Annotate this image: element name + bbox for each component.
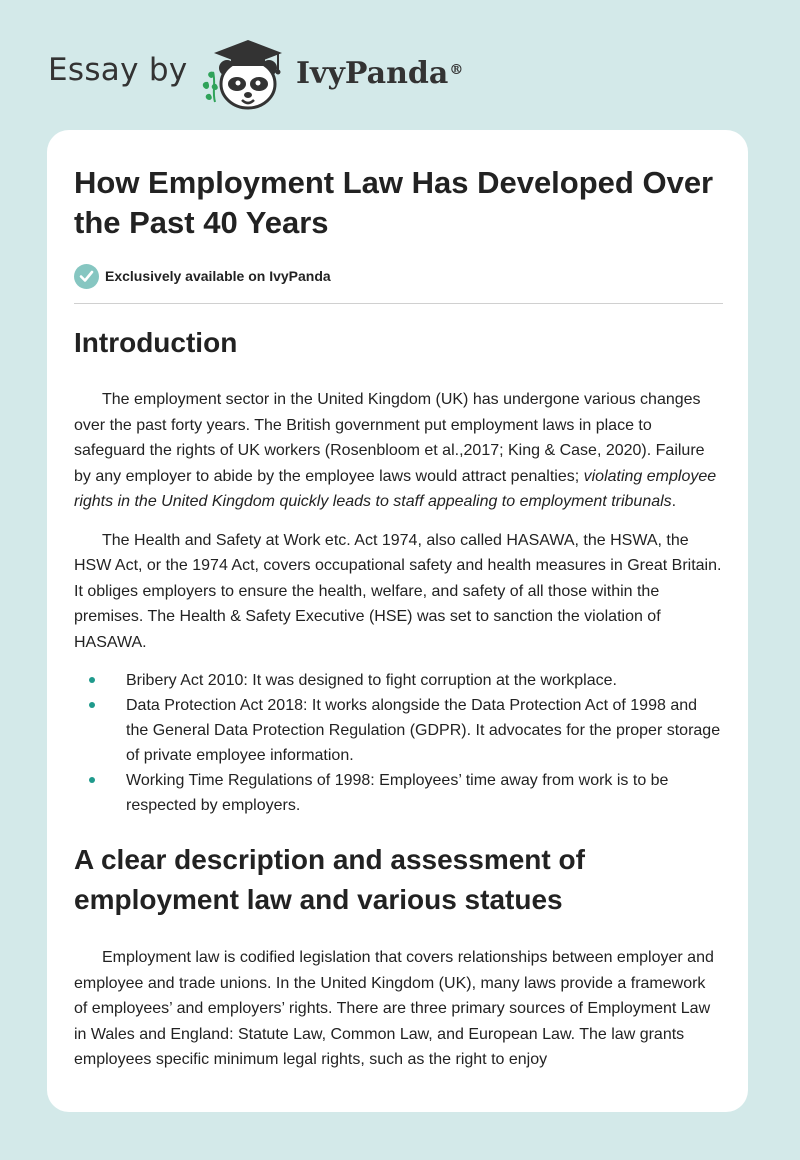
list-item-text: Data Protection Act 2018: It works alongside the Data Protection Act of 1998 and the General Data Protection Regulation (GDPR). It advocates for the proper storage of private employee information. <box>126 697 721 764</box>
brand-header <box>0 0 800 130</box>
paragraph-intro-1-text: The employment sector in the United Kingdom (UK) has undergone various changes over the past forty years. The British government put employment laws in place to safeguard the rights of UK workers (Rosenbloom et al.,2017; King & Case, 2020). Failure by any employer to abide by the employee laws would attract penalties; <box>74 391 705 485</box>
section-heading-introduction: Introduction <box>74 327 238 358</box>
paragraph-intro-1 <box>74 387 723 515</box>
bullet-dot <box>89 702 95 708</box>
registered-mark: ® <box>449 62 464 78</box>
bullet-dot <box>89 677 95 683</box>
title-divider <box>74 303 723 304</box>
brand-prefix: Essay by <box>48 52 188 88</box>
essay-content <box>74 320 723 1086</box>
bullet-dot <box>89 777 95 783</box>
page-title: How Employment Law Has Developed Over the Past 40 Years <box>74 165 714 240</box>
brand-name[interactable] <box>296 54 463 94</box>
brand-name-text: IvyPanda <box>296 56 449 91</box>
list-item <box>74 693 723 768</box>
paragraph-intro-1-end: . <box>671 493 677 510</box>
check-circle-icon <box>74 264 99 289</box>
legislation-list <box>74 668 723 818</box>
availability-text: Exclusively available on IvyPanda <box>105 268 331 284</box>
list-item <box>74 668 723 693</box>
essay-card <box>47 130 748 1112</box>
list-item-text: Bribery Act 2010: It was designed to fight corruption at the workplace. <box>126 672 617 689</box>
list-item <box>74 768 723 818</box>
panda-graduate-logo-icon[interactable] <box>198 32 293 112</box>
availability-badge <box>74 263 331 289</box>
paragraph-description-1: Employment law is codified legislation that covers relationships between employer and employee and trade unions. In the United Kingdom (UK), many laws provide a framework of employees’ and employers’ rights. There are three primary sources of Employment Law in Wales and England: Statute Law, Common Law, and European Law. The law grants employees specific minimum legal rights, such as the right to enjoy <box>74 949 714 1068</box>
list-item-text: Working Time Regulations of 1998: Employees’ time away from work is to be respected by employers. <box>126 772 669 814</box>
section-heading-description: A clear description and assessment of employment law and various statues <box>74 844 585 915</box>
paragraph-intro-2: The Health and Safety at Work etc. Act 1974, also called HASAWA, the HSWA, the HSW Act, or the 1974 Act, covers occupational safety and health measures in Great Britain. It obliges employers to ensure the health, welfare, and safety of all those within the premises. The Health & Safety Executive (HSE) was set to sanction the violation of HASAWA. <box>74 531 722 651</box>
paragraph-intro-1-emphasis: violating employee rights in the United Kingdom quickly leads to staff appealing to employment tribunals <box>74 467 717 510</box>
